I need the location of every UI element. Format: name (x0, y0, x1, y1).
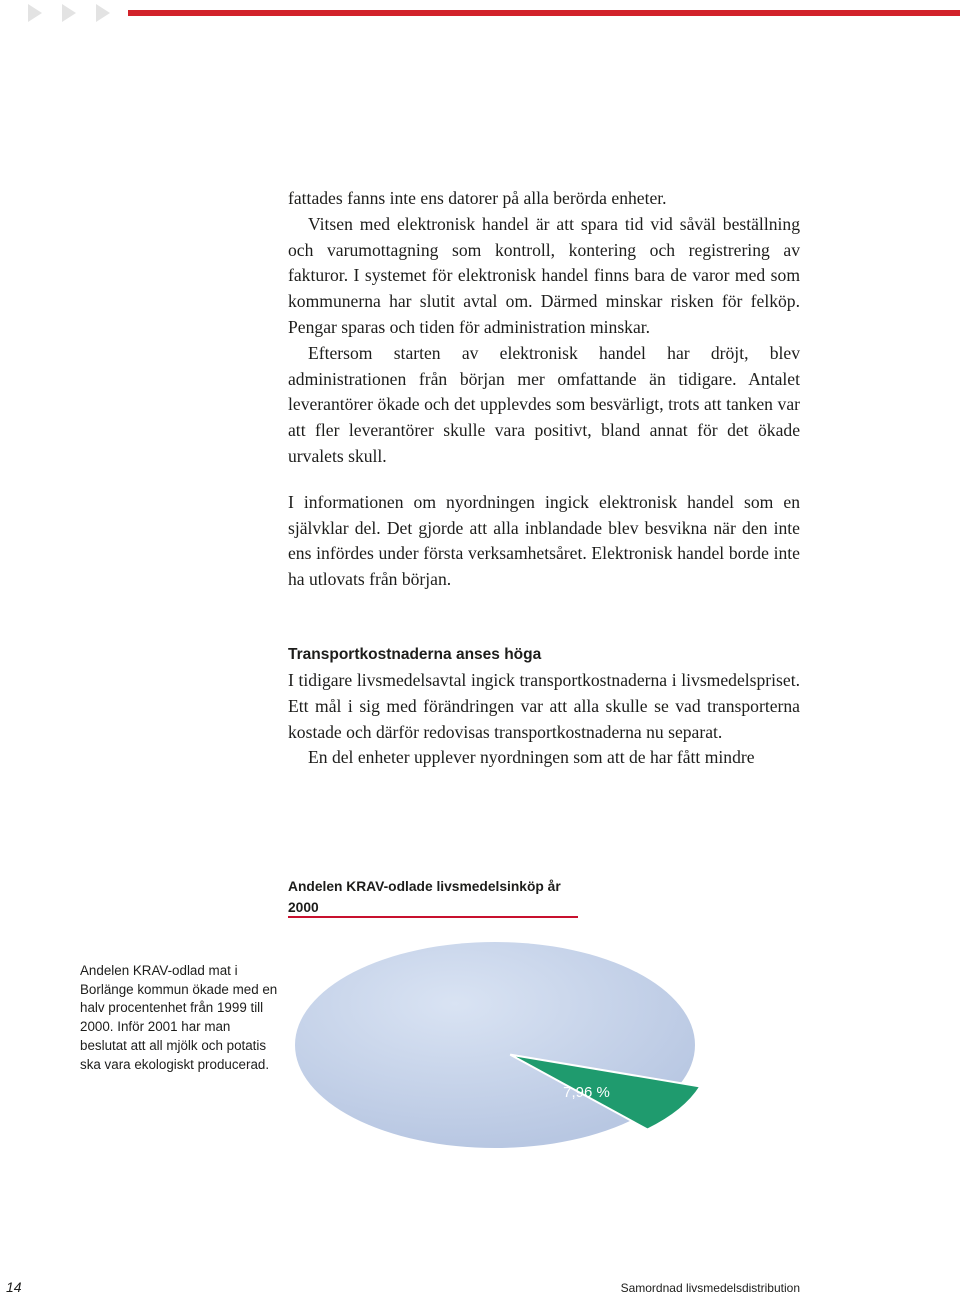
header-rule (128, 10, 960, 16)
chevron-right-icon (28, 4, 42, 22)
section-heading: Transportkostnaderna anses höga (288, 646, 542, 663)
top-banner (0, 0, 960, 30)
chevron-right-icon (96, 4, 110, 22)
paragraph: fattades fanns inte ens datorer på alla berörda enheter. (288, 188, 667, 208)
section-text (288, 668, 800, 771)
paragraph: I informationen om nyordningen ingick elektronisk handel som en självklar del. Det gjorde att alla inblandade blev besvikna när den inte ens infördes under första verksamhetsåret. Elektronisk handel borde inte ha utlovats från början. (288, 491, 800, 590)
paragraph: I tidigare livsmedelsavtal ingick transportkostnaderna i livsmedelspriset. Ett mål i sig med förändringen var att alla skulle se vad transporterna kostade och därför redovisas transportkostnaderna nu separat. (288, 670, 800, 742)
slice-label: 7,96 % (563, 1083, 610, 1101)
paragraph: Vitsen med elektronisk handel är att spara tid vid såväl beställning och varumottagning som kontroll, kontering och registrering av fakturor. I systemet för elektronisk handel finns bara de varor med som kommunerna har slutit avtal om. Därmed minskar risken för felköp. Pengar sparas och tiden för administration minskar. (288, 213, 800, 337)
chevron-right-icon (62, 4, 76, 22)
chart-title: Andelen KRAV-odlade livsmedelsinköp år 2000 (288, 879, 561, 915)
pie-chart (270, 920, 770, 1220)
body-text (288, 186, 800, 593)
paragraph: Eftersom starten av elektronisk handel har dröjt, blev administrationen från början mer omfattande än tidigare. Antalet leverantörer ökade och det upplevdes som besvärligt, trots att tanken var att fler leverantörer skulle vara positivt, bland annat för det ökade urvalets skull. (288, 342, 800, 466)
page-number: 14 (6, 1279, 22, 1295)
chart-title-rule (288, 916, 578, 918)
sidebar-note: Andelen KRAV-odlad mat i Borlänge kommun ökade med en halv procentenhet från 1999 till 2000. Inför 2001 har man beslutat att all mjölk och potatis ska vara ekologiskt producerad. (80, 963, 278, 1072)
document-title: Samordnad livsmedelsdistribution (620, 1281, 800, 1295)
paragraph: En del enheter upplever nyordningen som att de har fått mindre (308, 747, 755, 768)
